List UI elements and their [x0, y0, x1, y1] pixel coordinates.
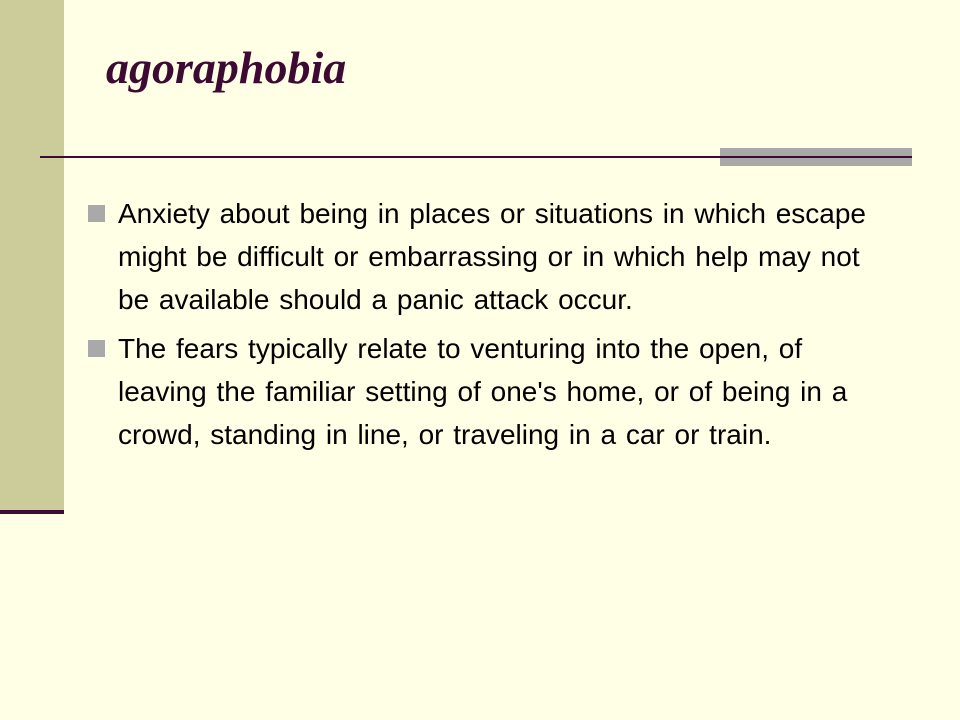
title-divider-accent — [720, 148, 912, 166]
sidebar-accent-line — [0, 510, 64, 514]
slide-title: agoraphobia — [106, 42, 347, 93]
bullet-item — [88, 192, 888, 321]
bullet-item — [88, 327, 888, 456]
bullet-text: Anxiety about being in places or situations in which escape might be difficult or embarrassing or in which help may not be available should a panic attack occur. — [118, 198, 866, 315]
sidebar-decoration — [0, 0, 64, 510]
square-bullet-icon — [88, 205, 105, 222]
square-bullet-icon — [88, 340, 105, 357]
bullet-list — [88, 192, 888, 462]
bullet-text: The fears typically relate to venturing into the open, of leaving the familiar setting of one's home, or of being in a crowd, standing in line, or traveling in a car or train. — [118, 333, 848, 450]
